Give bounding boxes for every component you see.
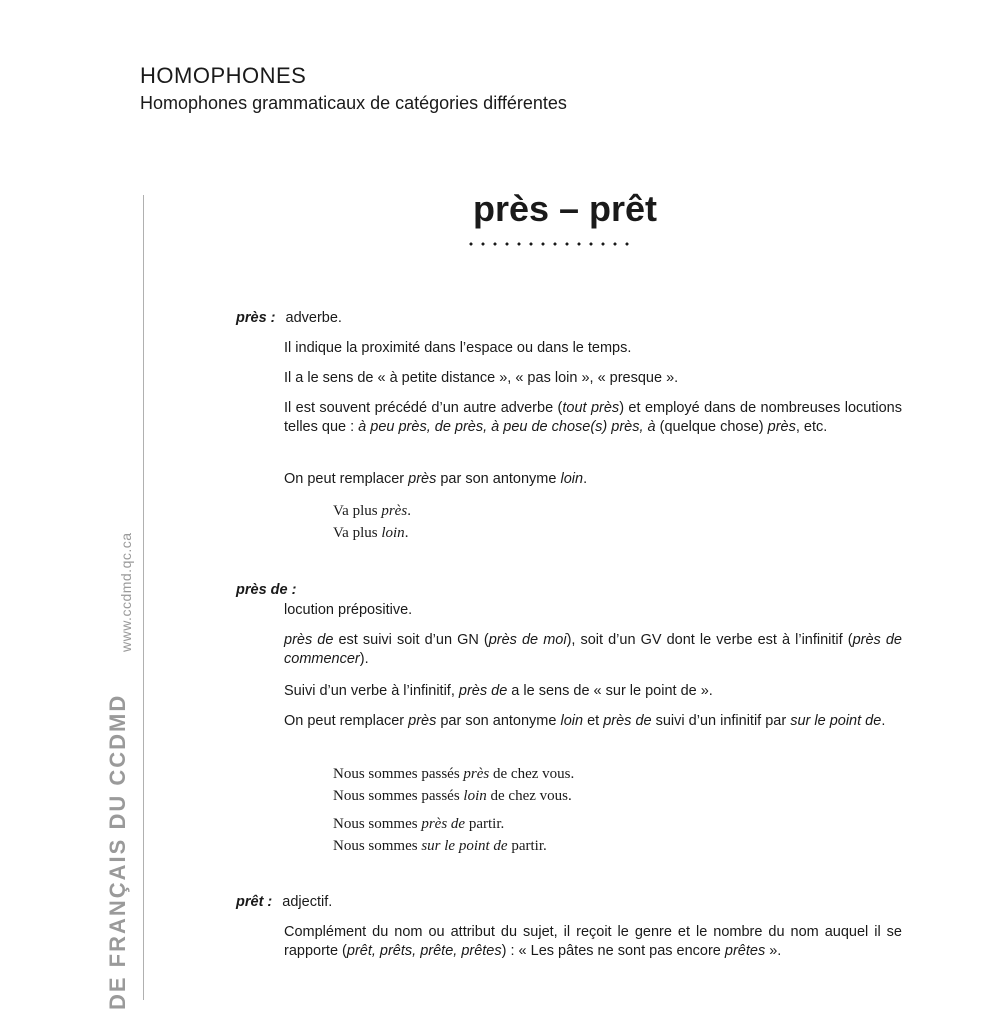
sidebar-rule [143,195,144,1000]
pres-de-paragraph-3: On peut remplacer près par son antonyme loin et près de suivi d’un infinitif par sur le point de. [284,713,886,729]
pres-de-paragraph-1: près de est suivi soit d’un GN (près de moi), soit d’un GV dont le verbe est à l’infinitif (près de commencer). [284,632,902,667]
page-title: près – prêt [472,188,658,229]
pres-paragraph-3: Il est souvent précédé d’un autre adverbe (tout près) et employé dans de nombreuses locutions telles que : à peu près, de près, à peu de chose(s) près, à (quelque chose) près, etc. [284,400,902,435]
entry-pres-de-heading [236,581,296,600]
title-dotted-underline [465,242,635,246]
header-title: HOMOPHONES [140,63,307,88]
entry-category: adverbe. [285,310,342,326]
entry-term: près : [236,310,276,326]
pres-de-example-3: Nous sommes près de partir. [333,816,505,832]
pret-paragraph-1: Complément du nom ou attribut du sujet, il reçoit le genre et le nombre du nom auquel il se rapporte (prêt, prêts, prête, prêtes) : « Les pâtes ne sont pas encore prêtes ». [284,924,902,959]
pres-de-example-1: Nous sommes passés près de chez vous. [333,766,575,782]
header-subtitle: Homophones grammaticaux de catégories différentes [140,93,567,113]
sidebar-publisher-name: DE FRANÇAIS DU CCDMD [105,693,130,1010]
pres-example-2: Va plus loin. [333,525,409,541]
pres-example-1: Va plus près. [333,503,411,519]
pres-paragraph-4: On peut remplacer près par son antonyme loin. [284,471,588,487]
pres-paragraph-1: Il indique la proximité dans l’espace ou dans le temps. [284,340,632,356]
pres-paragraph-2: Il a le sens de « à petite distance », « pas loin », « presque ». [284,370,679,386]
pres-de-example-2: Nous sommes passés loin de chez vous. [333,788,572,804]
entry-term: près de : [236,582,297,598]
entry-term: prêt : [236,894,273,910]
pres-de-paragraph-2: Suivi d’un verbe à l’infinitif, près de a le sens de « sur le point de ». [284,683,713,699]
entry-pret-heading [236,893,332,912]
pres-de-category: locution prépositive. [284,602,413,618]
entry-pres-heading [236,309,342,328]
sidebar-url: www.ccdmd.qc.ca [118,532,134,652]
pres-de-example-4: Nous sommes sur le point de partir. [333,838,547,854]
entry-category: adjectif. [282,894,333,910]
